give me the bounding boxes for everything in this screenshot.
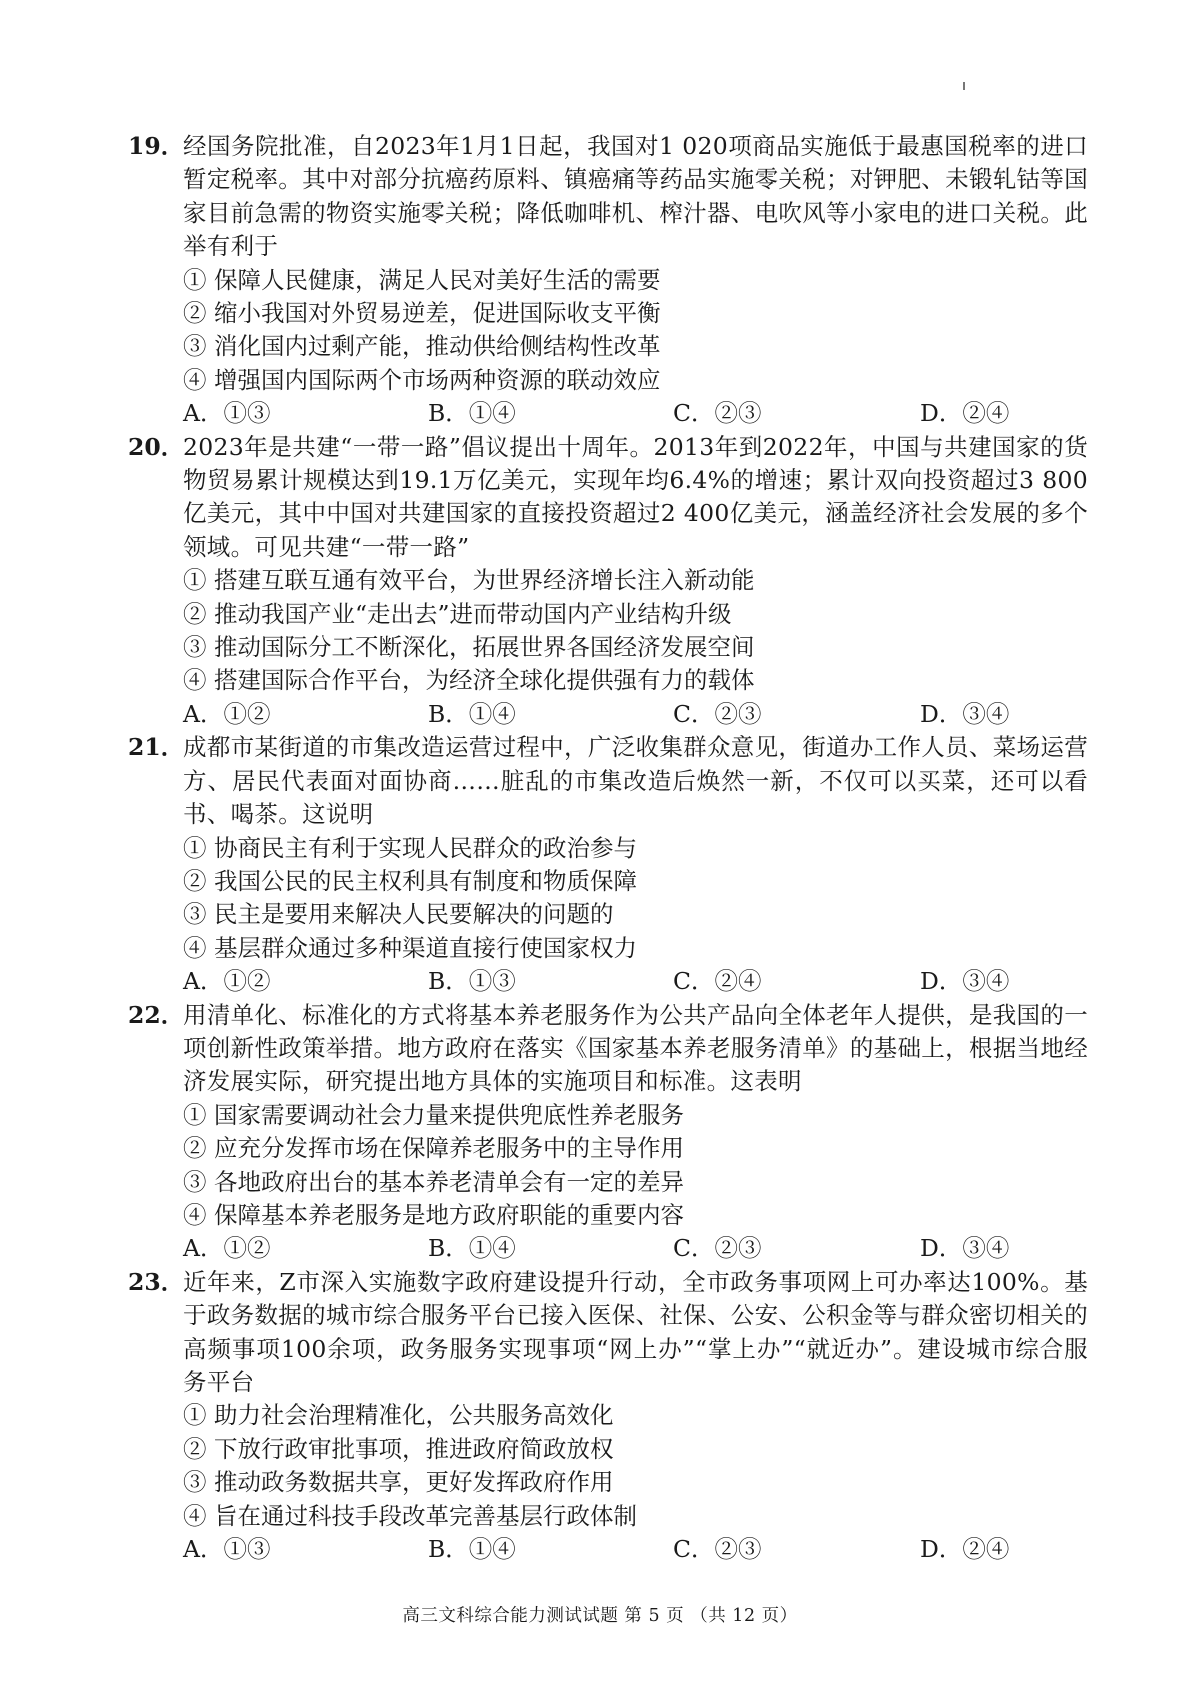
statement-option: ③ 消化国内过剩产能，推动供给侧结构性改革 (183, 332, 661, 361)
choice-c: C．②③ (673, 399, 762, 428)
statement-option: ② 我国公民的民主权利具有制度和物质保障 (183, 866, 637, 895)
page-footer: 高三文科综合能力测试试题 第 5 页 （共 12 页） (402, 1606, 798, 1626)
statement-option: ② 应充分发挥市场在保障养老服务中的主导作用 (183, 1134, 684, 1163)
choice-b: B．①④ (428, 1535, 516, 1563)
statement-option: ③ 推动国际分工不断深化，拓展世界各国经济发展空间 (183, 633, 755, 662)
choice-c: C．②③ (673, 699, 762, 728)
question-22 (128, 999, 1088, 1266)
answer-choices (183, 1232, 1088, 1265)
choice-c: C．②③ (673, 1535, 762, 1563)
statement-option: ① 助力社会治理精准化，公共服务高效化 (183, 1401, 614, 1430)
statement-option: ② 推动我国产业“走出去”进而带动国内产业结构升级 (183, 599, 732, 628)
statement-option: ④ 旨在通过科技手段改革完善基层行政体制 (183, 1501, 637, 1530)
statement-option: ① 搭建互联互通有效平台，为世界经济增长注入新动能 (183, 566, 755, 595)
choice-a: A．①③ (183, 399, 271, 428)
statement-option: ② 缩小我国对外贸易逆差，促进国际收支平衡 (183, 299, 661, 328)
answer-choices (183, 1533, 1088, 1566)
choice-a: A．①③ (183, 1535, 271, 1563)
statement-option: ③ 各地政府出台的基本养老清单会有一定的差异 (183, 1167, 684, 1196)
question-19 (128, 130, 1088, 431)
question-stem: 用清单化、标准化的方式将基本养老服务作为公共产品向全体老年人提供，是我国的一项创新性政策举措。地方政府在落实《国家基本养老服务清单》的基础上，根据当地经济发展实际，研究提出地方具体的实施项目和标准。这表明 (183, 1000, 1088, 1096)
question-20 (128, 431, 1088, 732)
question-23 (128, 1266, 1088, 1567)
answer-choices (183, 965, 1088, 998)
statement-option: ④ 增强国内国际两个市场两种资源的联动效应 (183, 365, 661, 394)
choice-b: B．①③ (428, 967, 516, 996)
statement-option: ③ 推动政务数据共享，更好发挥政府作用 (183, 1468, 614, 1497)
question-number: 22． (128, 1000, 185, 1029)
choice-d: D．②④ (920, 399, 1010, 428)
choice-b: B．①④ (428, 699, 516, 728)
choice-b: B．①④ (428, 399, 516, 428)
question-number: 19． (128, 132, 185, 160)
choice-b: B．①④ (428, 1234, 516, 1263)
statement-option: ③ 民主是要用来解决人民要解决的问题的 (183, 900, 614, 929)
choice-d: D．③④ (920, 699, 1010, 728)
question-stem: 2023年是共建“一带一路”倡议提出十周年。2013年到2022年，中国与共建国家的货物贸易累计规模达到19.1万亿美元，实现年均6.4%的增速；累计双向投资超过3 800亿美元，其中中国对共建国家的直接投资超过2 400亿美元，涵盖经济社会发展的多个领域。可见共建“一带一路” (183, 432, 1088, 561)
choice-a: A．①② (183, 699, 271, 728)
statement-option: ④ 保障基本养老服务是地方政府职能的重要内容 (183, 1200, 684, 1229)
statement-option: ② 下放行政审批事项，推进政府简政放权 (183, 1434, 614, 1463)
question-stem: 经国务院批准，自2023年1月1日起，我国对1 020项商品实施低于最惠国税率的进口暂定税率。其中对部分抗癌药原料、镇癌痛等药品实施零关税；对钾肥、未锻轧钴等国家目前急需的物资实施零关税；降低咖啡机、榨汁器、电吹风等小家电的进口关税。此举有利于 (183, 132, 1088, 261)
answer-choices (183, 397, 1088, 430)
question-list (128, 130, 1088, 1566)
choice-a: A．①② (183, 1234, 271, 1263)
statement-option: ① 协商民主有利于实现人民群众的政治参与 (183, 833, 637, 862)
choice-a: A．①② (183, 967, 271, 996)
statement-option: ① 保障人民健康，满足人民对美好生活的需要 (183, 265, 661, 294)
question-stem: 成都市某街道的市集改造运营过程中，广泛收集群众意见，街道办工作人员、菜场运营方、居民代表面对面协商……脏乱的市集改造后焕然一新，不仅可以买菜，还可以看书、喝茶。这说明 (183, 733, 1088, 829)
choice-c: C．②③ (673, 1234, 762, 1263)
answer-choices (183, 698, 1088, 731)
question-stem: 近年来，Z市深入实施数字政府建设提升行动，全市政务事项网上可办率达100%。基于政务数据的城市综合服务平台已接入医保、社保、公安、公积金等与群众密切相关的高频事项100余项，政务服务实现事项“网上办”“掌上办”“就近办”。建设城市综合服务平台 (183, 1267, 1088, 1396)
question-number: 21． (128, 733, 185, 762)
statement-option: ④ 基层群众通过多种渠道直接行使国家权力 (183, 933, 637, 962)
choice-d: D．③④ (920, 967, 1010, 996)
question-21 (128, 731, 1088, 998)
statement-option: ① 国家需要调动社会力量来提供兜底性养老服务 (183, 1100, 684, 1129)
choice-d: D．③④ (920, 1234, 1010, 1263)
question-number: 23． (128, 1267, 185, 1296)
question-number: 20． (128, 432, 185, 461)
scan-mark (963, 82, 965, 90)
choice-c: C．②④ (673, 967, 762, 996)
statement-option: ④ 搭建国际合作平台，为经济全球化提供强有力的载体 (183, 666, 755, 695)
choice-d: D．②④ (920, 1535, 1010, 1563)
